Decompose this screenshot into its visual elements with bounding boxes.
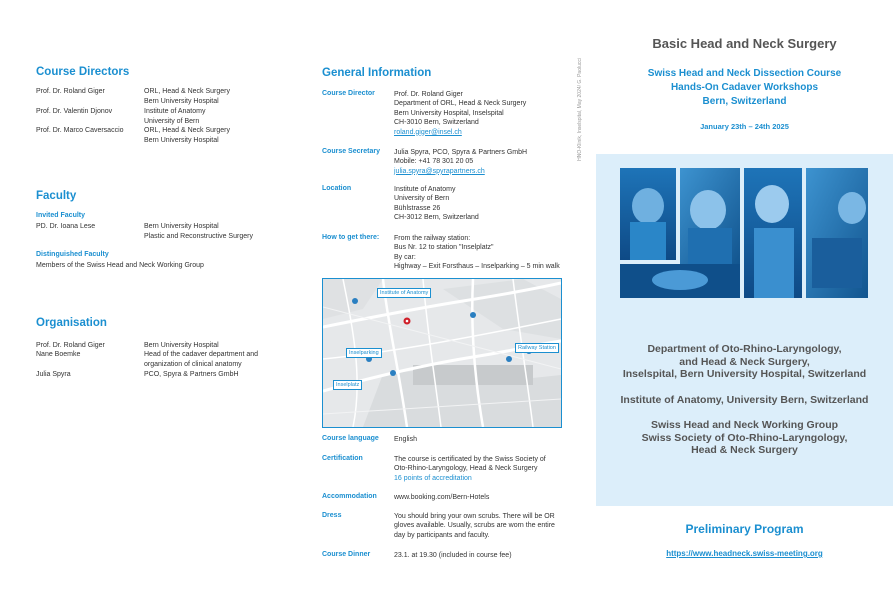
course-secretary-text: Julia Spyra, PCO, Spyra & Partners GmbH Mobile: +41 78 301 20 05 julia.spyra@spyrapartners.ch: [394, 149, 528, 175]
course-language-label: Course language: [322, 435, 379, 442]
certification-label: Certification: [322, 455, 363, 462]
distinguished-faculty-label: Distinguished Faculty: [36, 251, 109, 258]
imprint-text: HNO-Klinik, Inselspital, May 2024/ G. Paolucci: [577, 58, 583, 161]
surgery-photos: [620, 168, 868, 298]
director-email-link[interactable]: roland.giger@insel.ch: [394, 128, 462, 136]
secretary-email-link[interactable]: julia.spyra@spyrapartners.ch: [394, 167, 485, 175]
certification-text: The course is certificated by the Swiss Society of Oto-Rhino-Laryngology, Head & Neck Surgery 16 points of accreditation: [394, 456, 546, 482]
general-information-title: General Information: [322, 67, 432, 79]
distinguished-faculty-text: Members of the Swiss Head and Neck Working Group: [36, 262, 204, 269]
location-text: Institute of Anatomy University of Bern Bühlstrasse 26 CH-3012 Bern, Switzerland: [394, 186, 479, 222]
website-link[interactable]: https://www.headneck.swiss-meeting.org: [666, 549, 823, 558]
department-text: Department of Oto-Rhino-Laryngology, and Head & Neck Surgery, Inselspital, Bern University Hospital, Switzerland: [622, 343, 867, 380]
anatomy-institute-text: Institute of Anatomy, University Bern, Switzerland: [620, 394, 869, 406]
info-box: [596, 154, 893, 506]
course-heading: Basic Head and Neck Surgery: [652, 36, 837, 51]
location-label: Location: [322, 185, 352, 192]
working-group-text: Swiss Head and Neck Working Group Swiss Society of Oto-Rhino-Laryngology, Head & Neck Surgery: [641, 419, 848, 456]
faculty-title: Faculty: [36, 190, 77, 202]
location-map[interactable]: [322, 278, 562, 428]
map-label-institute: Institute of Anatomy: [377, 288, 431, 298]
dress-text: You should bring your own scrubs. There will be OR gloves available. Usually, scrubs are worn the entire day by participants and faculty.: [394, 513, 555, 539]
map-label-inselplatz: Inselplatz: [333, 380, 362, 390]
how-to-get-label: How to get there:: [322, 234, 380, 241]
left-panel: Course Directors Prof. Dr. Roland Giger ORL, Head & Neck Surgery Bern University Hospital Prof. Dr. Valentin Djonov Institute of Anatomy University of Bern Prof. Dr. Marco Caversaccio ORL, Head & Neck Surgery Bern University Hospital Faculty Invited Faculty PD. Dr. Ioana Lese Bern University Hospital Plastic and Reconstructive Surgery Distinguished Faculty Members of the Swiss Head and Neck Working Group Organisation Prof. Dr. Roland Giger Bern University Hospital Nane Boemke Head of the cadaver department and organization of clinical anatomy Julia Spyra PCO, Spyra & Partners GmbH: [0, 0, 298, 595]
course-language-text: English: [394, 436, 417, 443]
course-secretary-label: Course Secretary: [322, 148, 380, 155]
preliminary-program-title: Preliminary Program: [685, 522, 804, 536]
invited-faculty-label: Invited Faculty: [36, 212, 86, 219]
course-director-text: Prof. Dr. Roland Giger Department of ORL, Head & Neck Surgery Bern University Hospital, Inselspital CH-3010 Bern, Switzerland roland.giger@insel.ch: [394, 91, 527, 136]
map-label-inselparking: Inselparking: [346, 348, 382, 358]
accreditation-points: 16 points of accreditation: [394, 474, 472, 482]
course-dinner-label: Course Dinner: [322, 551, 371, 558]
accommodation-label: Accommodation: [322, 493, 377, 500]
middle-panel: [298, 0, 596, 595]
organisation-title: Organisation: [36, 317, 107, 329]
how-to-get-text: From the railway station: Bus Nr. 12 to station "Inselplatz" By car: Highway – Exit Forsthaus – Inselparking – 5 min walk: [394, 235, 560, 271]
course-subtitle: Swiss Head and Neck Dissection Course Hands-On Cadaver Workshops Bern, Switzerland: [647, 68, 842, 107]
course-dates: January 23th – 24th 2025: [700, 122, 789, 131]
map-label-railway: Railway Station: [515, 343, 559, 353]
accommodation-text[interactable]: www.booking.com/Bern-Hotels: [394, 494, 490, 501]
course-dinner-text: 23.1. at 19.30 (included in course fee): [394, 552, 512, 559]
course-director-label: Course Director: [322, 90, 375, 97]
course-directors-title: Course Directors: [36, 66, 130, 78]
right-panel: [596, 0, 893, 595]
dress-label: Dress: [322, 512, 342, 519]
